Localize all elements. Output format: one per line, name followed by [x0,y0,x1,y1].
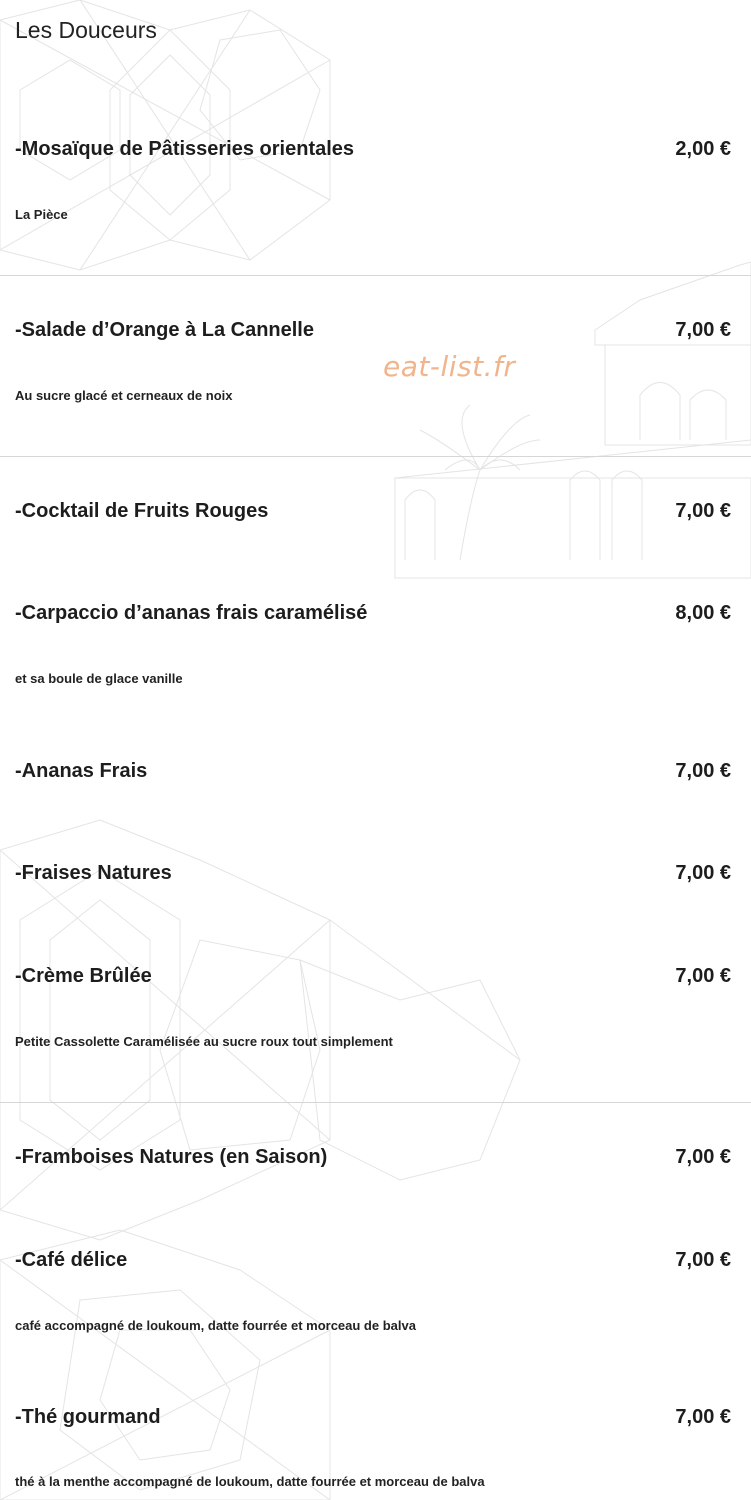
menu-item-name: -Thé gourmand [15,1406,161,1428]
menu-item-price: 7,00 € [675,862,731,884]
section-title: Les Douceurs [15,17,157,43]
menu-item-description: La Pièce [15,207,68,222]
menu-item-name: -Mosaïque de Pâtisseries orientales [15,138,355,160]
menu-item-name: -Fraises Natures [15,862,172,884]
menu-item-description: Petite Cassolette Caramélisée au sucre roux tout simplement [15,1034,393,1049]
menu-item-name: -Carpaccio d’ananas frais caramélisé [15,602,368,624]
watermark-text: eat-list.fr [383,350,516,383]
menu-item-price: 7,00 € [675,760,731,782]
menu-item-name: -Framboises Natures (en Saison) [15,1146,328,1168]
menu-item-price: 7,00 € [675,500,731,522]
menu-item-price: 7,00 € [675,965,731,987]
menu-item-price: 8,00 € [675,602,731,624]
menu-item-name: -Crème Brûlée [15,965,152,987]
menu-item-description: et sa boule de glace vanille [15,671,183,686]
menu-item-name: -Ananas Frais [15,760,148,782]
menu-item-price: 7,00 € [675,1249,731,1271]
menu-item-description: thé à la menthe accompagné de loukoum, datte fourrée et morceau de balva [15,1474,485,1489]
menu-item-name: -Cocktail de Fruits Rouges [15,500,269,522]
menu-item-description: café accompagné de loukoum, datte fourrée et morceau de balva [15,1318,416,1333]
menu-item-name: -Salade d’Orange à La Cannelle [15,319,314,341]
menu-item-name: -Café délice [15,1249,128,1271]
menu-item-price: 7,00 € [675,319,731,341]
section-divider [0,456,751,457]
menu-item-description: Au sucre glacé et cerneaux de noix [15,388,233,403]
menu-item-price: 7,00 € [675,1406,731,1428]
section-divider [0,275,751,276]
menu-item-price: 2,00 € [675,138,731,160]
menu-item-price: 7,00 € [675,1146,731,1168]
section-divider [0,1102,751,1103]
